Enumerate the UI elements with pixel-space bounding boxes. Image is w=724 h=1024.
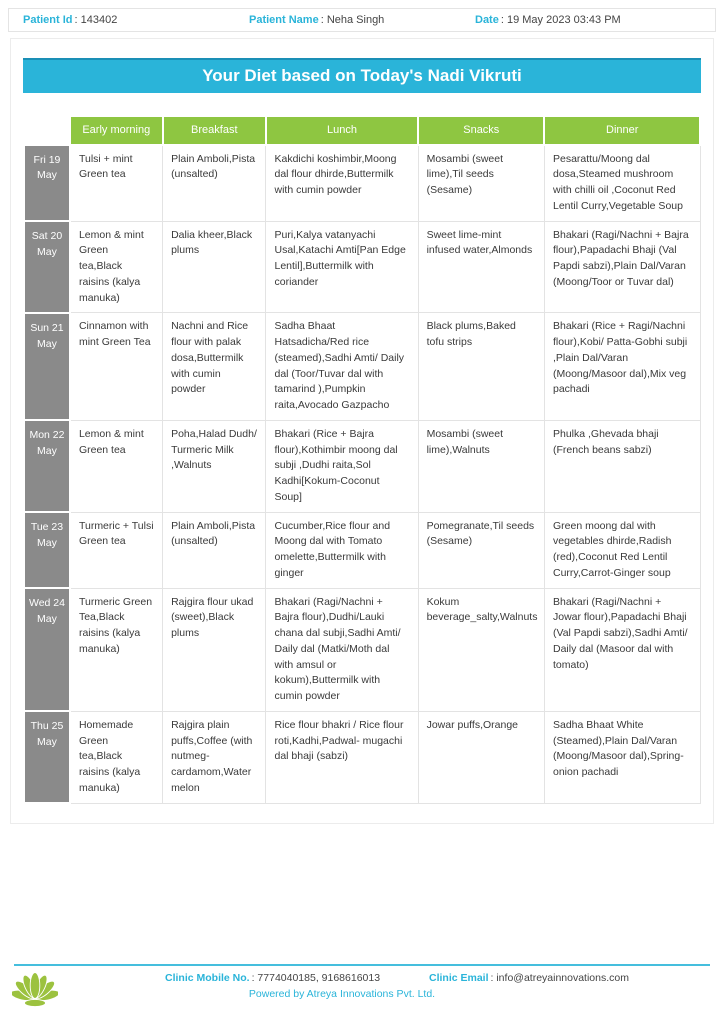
patient-id-field: [23, 14, 249, 26]
lunch-cell: Kakdichi koshimbir,Moong dal flour dhirde,Buttermilk with cumin powder: [266, 145, 418, 222]
day-cell: Thu 25 May: [24, 711, 70, 803]
breakfast-cell: Poha,Halad Dudh/ Turmeric Milk ,Walnuts: [163, 420, 266, 512]
diet-row: [24, 711, 700, 803]
patient-id-label: Patient Id: [23, 14, 73, 26]
dinner-cell: Sadha Bhaat White (Steamed),Plain Dal/Varan (Moong/Masoor dal),Spring-onion pachadi: [544, 711, 700, 803]
early-morning-cell: Tulsi + mint Green tea: [70, 145, 163, 222]
clinic-mobile: [165, 972, 380, 984]
early-morning-cell: Turmeric Green Tea,Black raisins (kalya manuka): [70, 588, 163, 711]
dinner-cell: Bhakari (Rice + Ragi/Nachni flour),Kobi/ Patta-Gobhi subji ,Plain Dal/Varan (Moong/Masoor dal),Mix veg pachadi: [544, 313, 700, 421]
patient-info-bar: [8, 8, 716, 32]
patient-name-field: [249, 14, 475, 26]
corner-cell: [24, 116, 70, 145]
patient-name-label: Patient Name: [249, 14, 319, 26]
early-morning-cell: Homemade Green tea,Black raisins (kalya manuka): [70, 711, 163, 803]
date-value: : 19 May 2023 03:43 PM: [500, 14, 621, 26]
clinic-email-label: Clinic Email: [428, 972, 489, 984]
lunch-cell: Puri,Kalya vatanyachi Usal,Katachi Amti[Pan Edge Lentil],Buttermilk with coriander: [266, 221, 418, 313]
breakfast-cell: Rajgira plain puffs,Coffee (with nutmeg-cardamom,Water melon: [163, 711, 266, 803]
snacks-cell: Pomegranate,Til seeds (Sesame): [418, 512, 544, 588]
clinic-email-value: : info@atreyainnovations.com: [490, 972, 629, 984]
lunch-cell: Bhakari (Ragi/Nachni + Bajra flour),Dudhi/Lauki chana dal subji,Sadhi Amti/ Daily dal (Matki/Moth dal with amsul or kokum),Buttermilk with cumin powder: [266, 588, 418, 711]
lotus-icon: [12, 972, 58, 1021]
day-cell: Fri 19 May: [24, 145, 70, 222]
diet-row: [24, 221, 700, 313]
date-field: [475, 14, 701, 26]
diet-table: [23, 115, 701, 804]
diet-row: [24, 145, 700, 222]
snacks-cell: Black plums,Baked tofu strips: [418, 313, 544, 421]
column-header-snacks: Snacks: [418, 116, 544, 145]
snacks-cell: Mosambi (sweet lime),Walnuts: [418, 420, 544, 512]
diet-row: [24, 313, 700, 421]
clinic-contact-line: [70, 972, 724, 984]
diet-row: [24, 512, 700, 588]
patient-id-value: : 143402: [74, 14, 118, 26]
clinic-mobile-label: Clinic Mobile No.: [165, 972, 250, 984]
lunch-cell: Cucumber,Rice flour and Moong dal with Tomato omelette,Buttermilk with ginger: [266, 512, 418, 588]
dinner-cell: Green moong dal with vegetables dhirde,Radish (red),Coconut Red Lentil Curry,Carrot-Ginger soup: [544, 512, 700, 588]
patient-name-value: : Neha Singh: [320, 14, 385, 26]
breakfast-cell: Nachni and Rice flour with palak dosa,Buttermilk with cumin powder: [163, 313, 266, 421]
dinner-cell: Bhakari (Ragi/Nachni + Bajra flour),Papadachi Bhaji (Val Papdi sabzi),Plain Dal/Varan (Moong/Toor or Tuvar dal): [544, 221, 700, 313]
breakfast-cell: Dalia kheer,Black plums: [163, 221, 266, 313]
dinner-cell: Phulka ,Ghevada bhaji (French beans sabzi): [544, 420, 700, 512]
diet-report-panel: [10, 38, 714, 824]
lunch-cell: Bhakari (Rice + Bajra flour),Kothimbir moong dal subji ,Dudhi raita,Sol Kadhi[Kokum-Coconut Soup]: [266, 420, 418, 512]
day-cell: Sat 20 May: [24, 221, 70, 313]
breakfast-cell: Plain Amboli,Pista (unsalted): [163, 512, 266, 588]
powered-by-text: Powered by Atreya Innovations Pvt. Ltd.: [248, 988, 436, 1000]
early-morning-cell: Lemon & mint Green tea: [70, 420, 163, 512]
lunch-cell: Sadha Bhaat Hatsadicha/Red rice (steamed),Sadhi Amti/ Daily dal (Toor/Tuvar dal with tamarind ),Pumpkin raita,Avocado Gazpacho: [266, 313, 418, 421]
day-cell: Sun 21 May: [24, 313, 70, 421]
early-morning-cell: Lemon & mint Green tea,Black raisins (kalya manuka): [70, 221, 163, 313]
snacks-cell: Kokum beverage_salty,Walnuts: [418, 588, 544, 711]
date-label: Date: [475, 14, 499, 26]
lunch-cell: Rice flour bhakri / Rice flour roti,Kadhi,Padwal- mugachi dal bhaji (sabzi): [266, 711, 418, 803]
breakfast-cell: Plain Amboli,Pista (unsalted): [163, 145, 266, 222]
dinner-cell: Pesarattu/Moong dal dosa,Steamed mushroom with chilli oil ,Coconut Red Lentil Curry,Vegetable Soup: [544, 145, 700, 222]
column-header-dinner: Dinner: [544, 116, 700, 145]
diet-row: [24, 588, 700, 711]
early-morning-cell: Cinnamon with mint Green Tea: [70, 313, 163, 421]
column-header-early-morning: Early morning: [70, 116, 163, 145]
clinic-logo: [0, 972, 70, 1021]
snacks-cell: Sweet lime-mint infused water,Almonds: [418, 221, 544, 313]
clinic-mobile-value: : 7774040185, 9168616013: [251, 972, 381, 984]
page-title: Your Diet based on Today's Nadi Vikruti: [23, 58, 701, 93]
column-header-breakfast: Breakfast: [163, 116, 266, 145]
footer-divider: [14, 964, 710, 966]
snacks-cell: Mosambi (sweet lime),Til seeds (Sesame): [418, 145, 544, 222]
clinic-email: [429, 972, 629, 984]
column-header-lunch: Lunch: [266, 116, 418, 145]
day-cell: Tue 23 May: [24, 512, 70, 588]
day-cell: Wed 24 May: [24, 588, 70, 711]
diet-table-header-row: [24, 116, 700, 145]
dinner-cell: Bhakari (Ragi/Nachni + Jowar flour),Papadachi Bhaji (Val Papdi sabzi),Sadhi Amti/ Daily dal (Masoor dal with tomato): [544, 588, 700, 711]
footer: [0, 964, 724, 1021]
snacks-cell: Jowar puffs,Orange: [418, 711, 544, 803]
breakfast-cell: Rajgira flour ukad (sweet),Black plums: [163, 588, 266, 711]
day-cell: Mon 22 May: [24, 420, 70, 512]
diet-row: [24, 420, 700, 512]
early-morning-cell: Turmeric + Tulsi Green tea: [70, 512, 163, 588]
